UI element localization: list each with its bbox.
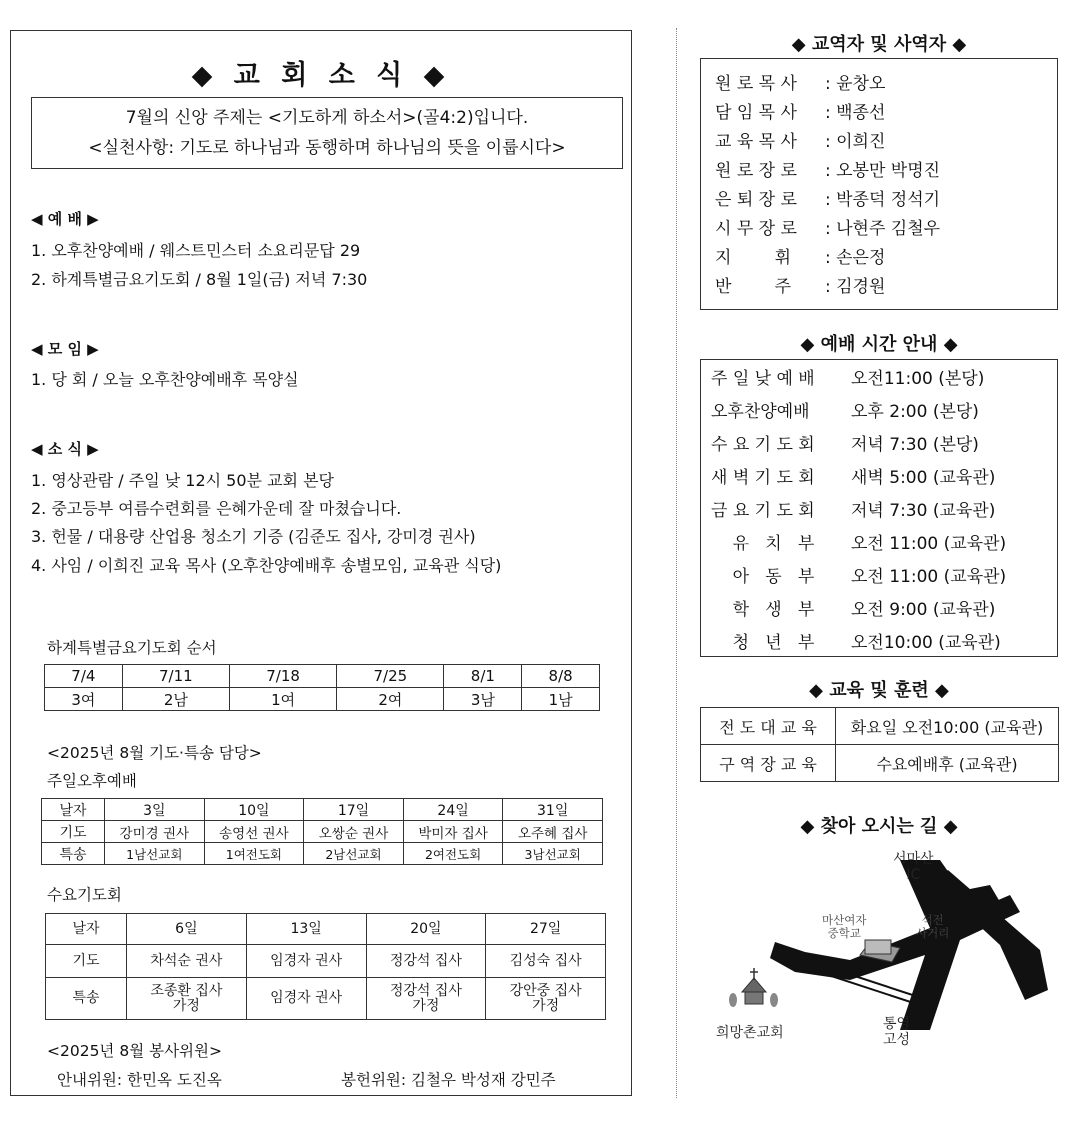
staff-list — [700, 58, 1058, 310]
meeting-heading: ◀ 모 임 ▶ — [31, 340, 99, 358]
offering-volunteers: 봉헌위원: 김철우 박성재 강민주 — [341, 1071, 556, 1089]
table-row: 3여 2남 1여 2여 3남 1남 — [45, 688, 600, 711]
table-row: 특송 조종환 집사 가정 임경자 권사 정강석 집사 가정 강안중 집사 가정 — [46, 978, 606, 1020]
church-icon — [729, 968, 778, 1007]
worship-heading: ◀ 예 배 ▶ — [31, 210, 99, 228]
service-row: 청 년 부 오전10:00 (교육관) — [732, 633, 1001, 653]
news-title: ◆ 교 회 소 식 ◆ — [191, 60, 451, 91]
map-road — [770, 860, 1020, 1030]
monthly-theme-box — [31, 97, 623, 169]
volunteer-heading: <2025년 8월 봉사위원> — [47, 1042, 222, 1060]
service-row: 아 동 부 오전 11:00 (교육관) — [732, 567, 1007, 587]
worship-item: 1. 오후찬양예배 / 웨스트민스터 소요리문답 29 — [31, 241, 361, 260]
friday-prayer-table — [44, 664, 600, 711]
news-item: 2. 중고등부 여름수련회를 은혜가운데 잘 마쳤습니다. — [31, 499, 402, 518]
map-label-ic: 서마산 IC — [893, 851, 934, 883]
service-row: 새 벽 기 도 회 새벽 5:00 (교육관) — [711, 468, 996, 488]
table-row: 전 도 대 교 육 화요일 오전10:00 (교육관) — [701, 708, 1059, 745]
news-item: 1. 영상관람 / 주일 낮 12시 50분 교회 본당 — [31, 471, 334, 490]
table-row: 특송 1남선교회 1여전도회 2남선교회 2여전도회 3남선교회 — [42, 843, 603, 865]
map-label-direction: 통영 고성 — [883, 1016, 911, 1048]
staff-row: 시 무 장 로 : 나현주 김철우 — [715, 219, 941, 239]
service-times — [700, 359, 1058, 657]
table-row: 기도 강미경 권사 송영선 권사 오쌍순 권사 박미자 집사 오주혜 집사 — [42, 821, 603, 843]
meeting-item: 1. 당 회 / 오늘 오후찬양예배후 목양실 — [31, 370, 299, 389]
service-row: 오후찬양예배 오후 2:00 (본당) — [711, 402, 979, 422]
map-label-school: 마산여자 중학교 — [822, 913, 867, 940]
directions-title: ◆ 찾아 오시는 길 ◆ — [800, 816, 958, 837]
staff-row: 원 로 목 사 : 윤창오 — [715, 74, 886, 94]
table-row: 기도 차석순 권사 임경자 권사 정강석 집사 김성숙 집사 — [46, 945, 606, 978]
staff-row: 교 육 목 사 : 이희진 — [715, 132, 886, 152]
staff-row: 담 임 목 사 : 백종선 — [715, 103, 886, 123]
staff-title: ◆ 교역자 및 사역자 ◆ — [791, 34, 967, 55]
service-row: 학 생 부 오전 9:00 (교육관) — [732, 600, 996, 620]
table-row: 날자 3일 10일 17일 24일 31일 — [42, 799, 603, 821]
guide-volunteers: 안내위원: 한민옥 도진옥 — [57, 1071, 222, 1089]
table-row: 7/4 7/11 7/18 7/25 8/1 8/8 — [45, 665, 600, 688]
education-title: ◆ 교육 및 훈련 ◆ — [809, 680, 949, 701]
worship-item: 2. 하계특별금요기도회 / 8월 1일(금) 저녁 7:30 — [31, 270, 368, 289]
theme-line-2: <실천사항: 기도로 하나님과 동행하며 하나님의 뜻을 이룹시다> — [88, 138, 566, 158]
map-label-intersection: 석전 사거리 — [916, 913, 950, 940]
service-row: 유 치 부 오전 11:00 (교육관) — [732, 534, 1007, 554]
sunday-service-heading: 주일오후예배 — [47, 772, 137, 790]
service-row: 주 일 낮 예 배 오전11:00 (본당) — [711, 369, 985, 389]
news-item: 4. 사임 / 이희진 교육 목사 (오후찬양예배후 송별모임, 교육관 식당) — [31, 556, 502, 575]
wednesday-prayer-heading: 수요기도회 — [47, 886, 122, 904]
staff-row: 원 로 장 로 : 오봉만 박명진 — [715, 161, 941, 181]
wednesday-duty-table — [45, 913, 606, 1020]
friday-prayer-heading: 하계특별금요기도회 순서 — [47, 639, 217, 657]
service-row: 수 요 기 도 회 저녁 7:30 (본당) — [711, 435, 979, 455]
news-item: 3. 헌물 / 대용량 산업용 청소기 기증 (김준도 집사, 강미경 권사) — [31, 527, 476, 546]
staff-row: 반 주 : 김경원 — [715, 277, 886, 297]
theme-line-1: 7월의 신앙 주제는 <기도하게 하소서>(골4:2)입니다. — [125, 108, 529, 128]
staff-row: 은 퇴 장 로 : 박종덕 정석기 — [715, 190, 941, 210]
table-row: 날자 6일 13일 20일 27일 — [46, 914, 606, 945]
service-row: 금 요 기 도 회 저녁 7:30 (교육관) — [711, 501, 996, 521]
august-duty-heading: <2025년 8월 기도·특송 담당> — [47, 744, 262, 762]
table-row: 구 역 장 교 육 수요예배후 (교육관) — [701, 745, 1059, 782]
sunday-duty-table — [41, 798, 603, 865]
staff-row: 지 휘 : 손은정 — [715, 248, 886, 268]
map-label-church: 희망촌교회 — [716, 1025, 784, 1041]
column-divider — [676, 28, 677, 1098]
church-news-panel — [10, 30, 632, 1096]
education-table — [700, 707, 1059, 782]
service-title: ◆ 예배 시간 안내 ◆ — [800, 334, 958, 355]
news-heading: ◀ 소 식 ▶ — [31, 440, 99, 458]
